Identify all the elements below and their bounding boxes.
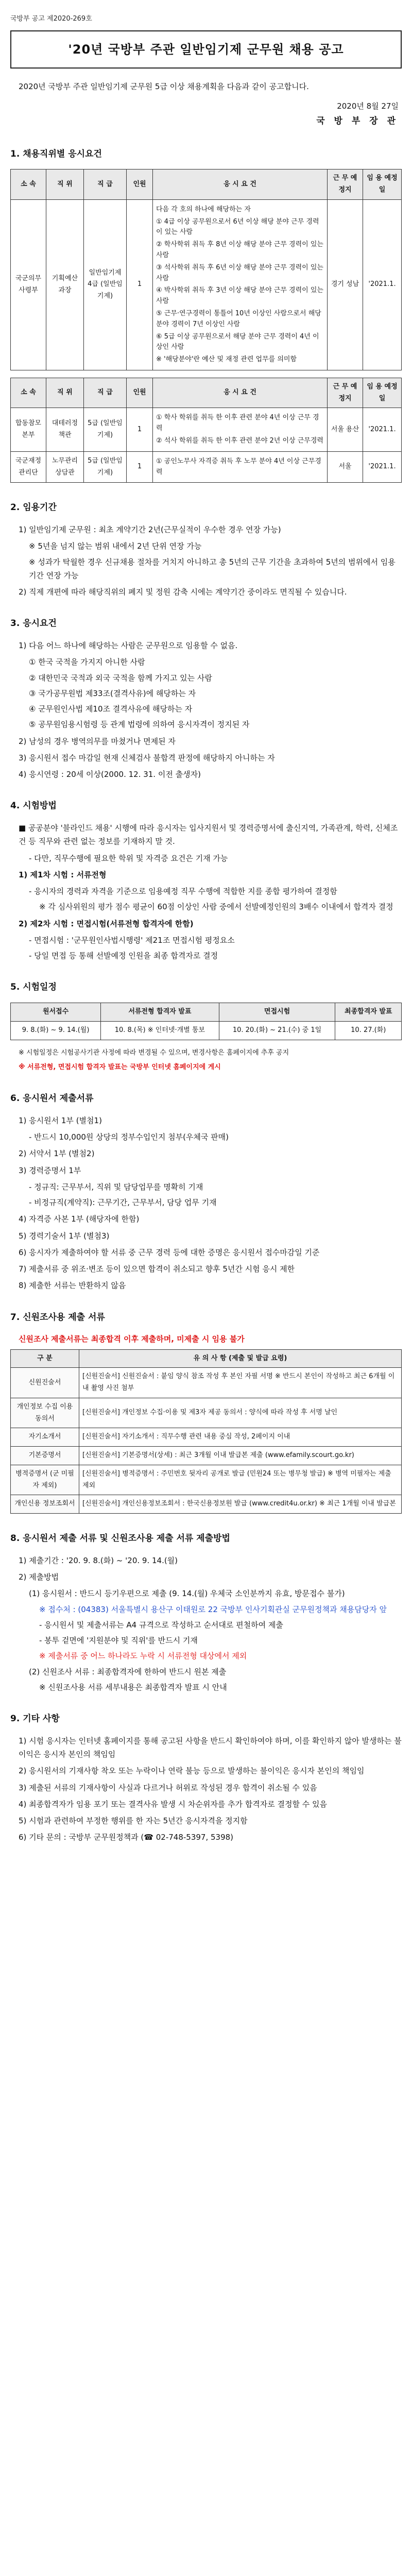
table-row bbox=[11, 1428, 402, 1447]
cell-doc-text: [신원진술서] 개인정보 수집·이용 및 제3자 제공 동의서 : 양식에 따라 작성 후 서명 날인 bbox=[79, 1398, 402, 1428]
cell-grade: 일반임기제 4급 (일반임기제) bbox=[84, 199, 127, 370]
announcement-title: '20년 국방부 주관 일반임기제 군무원 채용 공고 bbox=[10, 30, 402, 69]
table-row bbox=[11, 199, 402, 370]
cell-requirements bbox=[153, 199, 328, 370]
th-count: 인원 bbox=[127, 170, 153, 200]
body-line: 1) 일반임기제 군무원 : 최초 계약기간 2년(근무실적이 우수한 경우 연장 가능) bbox=[19, 525, 281, 535]
table-header-row bbox=[11, 170, 402, 200]
section-5-title: 5. 시험일정 bbox=[10, 982, 57, 993]
table-row bbox=[11, 1495, 402, 1514]
cell-interview-date: 10. 20.(화) ~ 21.(수) 중 1일 bbox=[219, 1021, 335, 1040]
cell-doc-label: 개인정보 수집 이용 동의서 bbox=[11, 1398, 79, 1428]
body-line: 2) 응시원서의 기재사항 착오 또는 누락이나 연락 불능 등으로 발생하는 불이익은 응시자 본인의 책임임 bbox=[19, 1766, 365, 1776]
body-line: 4) 자격증 사본 1부 (해당자에 한함) bbox=[19, 1214, 140, 1224]
body-line: - 응시자의 경력과 자격을 기준으로 임용예정 직무 수행에 적합한 지를 종합 평가하여 결정함 bbox=[29, 887, 337, 896]
body-line: ■ 공공분야 '블라인드 채용' 시행에 따라 응시자는 입사지원서 및 경력증명서에 출신지역, 가족관계, 학력, 신체조건 등 직무와 관련 없는 정보를 기재하지 말 것. bbox=[19, 823, 398, 846]
cell-doc-text: [신원진술서] 기본증명서(상세) : 최근 3개월 이내 발급본 제출 (www.efamily.scourt.go.kr) bbox=[79, 1447, 402, 1465]
cell-doc-label: 기본증명서 bbox=[11, 1447, 79, 1465]
body-line: 2) 직제 개편에 따라 해당직위의 폐지 및 정원 감축 시에는 계약기간 중이라도 면직될 수 있습니다. bbox=[19, 587, 347, 597]
cell-doc-label: 신원진술서 bbox=[11, 1368, 79, 1398]
cell-org: 국군의무사령부 bbox=[11, 199, 46, 370]
table-row bbox=[11, 1398, 402, 1428]
cell-final-result-date: 10. 27.(화) bbox=[335, 1021, 402, 1040]
cell-application-date: 9. 8.(화) ~ 9. 14.(월) bbox=[11, 1021, 101, 1040]
position-requirements-table-1 bbox=[10, 169, 402, 370]
body-line: 1) 제출기간 : '20. 9. 8.(화) ~ '20. 9. 14.(월) bbox=[19, 1555, 178, 1565]
body-line: 3) 응시원서 접수 마감일 현재 신체검사 불합격 판정에 해당하지 아니하는 자 bbox=[19, 753, 275, 762]
cell-position: 기획예산과장 bbox=[46, 199, 84, 370]
body-line: ※ 성과가 탁월한 경우 신규채용 절차를 거치지 아니하고 총 5년의 근무 기간을 초과하여 5년의 범위에서 임용기간 연장 가능 bbox=[29, 557, 396, 580]
cell-start: '2021.1. bbox=[363, 199, 402, 370]
table-row bbox=[11, 1021, 402, 1040]
th-requirements: 응 시 요 건 bbox=[153, 170, 328, 200]
req-line: ⑤ 근무·연구경력이 통틀어 10년 이상인 사람으로서 해당 분야 경력이 7년 이상인 사람 bbox=[156, 309, 321, 328]
body-line: 1) 시험 응시자는 인터넷 홈페이지를 통해 공고된 사항을 반드시 확인하여야 하며, 이를 확인하지 않아 발생하는 불이익은 응시자 본인의 책임임 bbox=[19, 1736, 402, 1759]
body-line: 5) 시험과 관련하여 부정한 행위를 한 자는 5년간 응시자격을 정지함 bbox=[19, 1816, 248, 1826]
intro-text: 2020년 국방부 주관 일반임기제 군무원 5급 이상 채용계획을 다음과 같이 공고합니다. bbox=[19, 81, 309, 91]
body-line: 3) 제출된 서류의 기재사항이 사실과 다르거나 허위로 작성된 경우 합격이 취소될 수 있음 bbox=[19, 1783, 317, 1792]
th-location: 근 무 예정지 bbox=[328, 170, 363, 200]
req-line: ② 석사 학위를 취득 한 이후 관련 분야 2년 이상 근무경력 bbox=[156, 437, 323, 445]
body-line: - 당일 면접 등 통해 선발예정 인원을 최종 합격자로 결정 bbox=[29, 951, 218, 961]
body-line: 2) 제2차 시험 : 면접시험(서류전형 합격자에 한함) bbox=[19, 919, 194, 928]
issuer-signature: 국 방 부 장 관 bbox=[316, 115, 399, 126]
th-position: 직 위 bbox=[46, 378, 84, 408]
body-line: (1) 응시원서 : 반드시 등기우편으로 제출 (9. 14.(월) 우체국 소인분까지 유효, 방문접수 불가) bbox=[29, 1589, 345, 1599]
req-line: 다음 각 호의 하나에 해당하는 자 bbox=[156, 205, 251, 213]
cell-requirements bbox=[153, 408, 328, 451]
cell-org: 합동참모본부 bbox=[11, 408, 46, 451]
req-line: ⑥ 5급 이상 공무원으로서 해당 분야 근무 경력이 4년 이상인 사람 bbox=[156, 332, 319, 351]
section-6-title: 6. 응시원서 제출서류 bbox=[10, 1093, 94, 1104]
section-3-title: 3. 응시요건 bbox=[10, 618, 57, 629]
section-4-title: 4. 시험방법 bbox=[10, 801, 57, 811]
th-final-result: 최종합격자 발표 bbox=[335, 1003, 402, 1022]
section-9-title: 9. 기타 사항 bbox=[10, 1714, 60, 1724]
cell-location: 서울 bbox=[328, 451, 363, 483]
cell-position: 대테러정책관 bbox=[46, 408, 84, 451]
body-line: 2) 남성의 경우 병역의무를 마쳤거나 면제된 자 bbox=[19, 736, 176, 746]
req-line: ① 공인노무사 자격증 취득 후 노무 분야 4년 이상 근무경력 bbox=[156, 457, 321, 476]
th-location: 근 무 예정지 bbox=[328, 378, 363, 408]
cell-doc-text: [신원진술서] 신원진술서 : 붙임 양식 참조 작성 후 본인 자필 서명 ※ 반드시 본인이 작성하고 최근 6개월 이내 촬영 사진 첨부 bbox=[79, 1368, 402, 1398]
cell-grade: 5급 (일반임기제) bbox=[84, 451, 127, 483]
body-line: ② 대한민국 국적과 외국 국적을 함께 가지고 있는 사람 bbox=[29, 673, 212, 683]
table-row bbox=[11, 1465, 402, 1495]
body-line: ※ 접수처 : (04383) 서울특별시 용산구 이태원로 22 국방부 인사기획관실 군무원정책과 채용담당자 앞 bbox=[39, 1604, 387, 1614]
background-check-docs-table bbox=[10, 1349, 402, 1514]
document-number: 국방부 공고 제2020-269호 bbox=[10, 15, 92, 23]
table-row bbox=[11, 451, 402, 483]
th-org: 소 속 bbox=[11, 378, 46, 408]
body-line: - 면접시험 : '군무원인사법시행령' 제21조 면접시험 평정요소 bbox=[29, 935, 235, 945]
schedule-note: ※ 시험일정은 시험공사기관 사정에 따라 변경될 수 있으며, 변경사항은 홈페이지에 추후 공지 bbox=[19, 1048, 289, 1057]
th-category: 구 분 bbox=[11, 1349, 79, 1368]
th-requirements: 응 시 요 건 bbox=[153, 378, 328, 408]
th-count: 인원 bbox=[127, 378, 153, 408]
body-line: ④ 군무원인사법 제10조 결격사유에 해당하는 자 bbox=[29, 704, 193, 714]
cell-count: 1 bbox=[127, 408, 153, 451]
section-7-title: 7. 신원조사용 제출 서류 bbox=[10, 1312, 105, 1323]
th-grade: 직 급 bbox=[84, 170, 127, 200]
body-line: 4) 응시연령 : 20세 이상(2000. 12. 31. 이전 출생자) bbox=[19, 770, 201, 779]
th-start: 임 용 예정일 bbox=[363, 170, 402, 200]
cell-doc-label: 병적증명서 (군 미필자 제외) bbox=[11, 1465, 79, 1495]
body-line: 4) 최종합격자가 임용 포기 또는 결격사유 발생 시 차순위자를 추가 합격자로 결정할 수 있음 bbox=[19, 1799, 328, 1809]
th-org: 소 속 bbox=[11, 170, 46, 200]
body-line: 7) 제출서류 중 위조·변조 등이 있으면 합격이 취소되고 향후 5년간 시험 응시 제한 bbox=[19, 1264, 295, 1274]
cell-requirements bbox=[153, 451, 328, 483]
page-bottom-spacer bbox=[10, 1848, 402, 1878]
schedule-table bbox=[10, 1003, 402, 1040]
cell-doc-result-date: 10. 8.(목) ※ 인터넷·개별 통보 bbox=[101, 1021, 219, 1040]
th-start: 임 용 예정일 bbox=[363, 378, 402, 408]
table-row bbox=[11, 1368, 402, 1398]
cell-location: 서울 용산 bbox=[328, 408, 363, 451]
cell-count: 1 bbox=[127, 199, 153, 370]
cell-doc-label: 자기소개서 bbox=[11, 1428, 79, 1447]
body-line: ※ 각 심사위원의 평가 점수 평균이 60점 이상인 사람 중에서 선발예정인원의 3배수 이내에서 합격자 결정 bbox=[39, 902, 393, 912]
announcement-page bbox=[10, 0, 402, 1878]
th-position: 직 위 bbox=[46, 170, 84, 200]
req-line: ④ 박사학위 취득 후 3년 이상 해당 분야 근무 경력이 있는 사람 bbox=[156, 286, 323, 306]
body-line: ※ 5년을 넘지 않는 범위 내에서 2년 단위 연장 가능 bbox=[29, 541, 202, 551]
table-header-row bbox=[11, 378, 402, 408]
cell-start: '2021.1. bbox=[363, 451, 402, 483]
cell-position: 노무관리 상담관 bbox=[46, 451, 84, 483]
body-line: 3) 경력증명서 1부 bbox=[19, 1165, 81, 1175]
position-requirements-table-2 bbox=[10, 378, 402, 483]
cell-doc-text: [신원진술서] 개인신용정보조회서 : 한국신용정보원 발급 (www.credit4u.or.kr) ※ 최근 1개월 이내 발급본 bbox=[79, 1495, 402, 1514]
body-line: ③ 국가공무원법 제33조(결격사유)에 해당하는 자 bbox=[29, 688, 196, 698]
body-line: - 다만, 직무수행에 필요한 학위 및 자격증 요건은 기재 가능 bbox=[29, 853, 228, 863]
req-line: ③ 석사학위 취득 후 6년 이상 해당 분야 근무 경력이 있는 사람 bbox=[156, 263, 323, 282]
body-line: 1) 응시원서 1부 (별첨1) bbox=[19, 1115, 102, 1125]
body-line: ⑤ 공무원임용시험령 등 관계 법령에 의하여 응시자격이 정지된 자 bbox=[29, 720, 250, 730]
body-line: 6) 기타 문의 : 국방부 군무원정책과 (☎ 02-748-5397, 5398) bbox=[19, 1833, 234, 1842]
req-line: ② 학사학위 취득 후 8년 이상 해당 분야 근무 경력이 있는 사람 bbox=[156, 241, 323, 259]
body-line: - 봉투 겉면에 '지원분야 및 직위'를 반드시 기재 bbox=[39, 1636, 198, 1646]
cell-doc-label: 개인신용 정보조회서 bbox=[11, 1495, 79, 1514]
body-line: 1) 다음 어느 하나에 해당하는 사람은 군무원으로 임용할 수 없음. bbox=[19, 641, 238, 651]
th-application: 원서접수 bbox=[11, 1003, 101, 1022]
th-notes: 유 의 사 항 (제출 및 발급 요령) bbox=[79, 1349, 402, 1368]
body-line: - 비정규직(계약직): 근무기간, 근무부서, 담당 업무 기재 bbox=[29, 1198, 217, 1208]
section-7-notice: 신원조사 제출서류는 최종합격 이후 제출하며, 미제출 시 임용 불가 bbox=[19, 1334, 245, 1344]
announcement-date: 2020년 8월 27일 bbox=[337, 101, 399, 111]
body-line: - 반드시 10,000원 상당의 정부수입인지 첨부(우체국 판매) bbox=[29, 1132, 229, 1142]
body-line: 2) 제출방법 bbox=[19, 1572, 59, 1582]
body-line: - 정규직: 근무부서, 직위 및 담당업무를 명확히 기재 bbox=[29, 1182, 203, 1192]
body-line: 6) 응시자가 제출하여야 할 서류 중 근무 경력 등에 대한 증명은 응시원서 접수마감일 기준 bbox=[19, 1247, 320, 1257]
section-2-title: 2. 임용기간 bbox=[10, 502, 57, 513]
th-interview: 면접시험 bbox=[219, 1003, 335, 1022]
table-header-row bbox=[11, 1003, 402, 1022]
req-note: ※ '해당분야'란 예산 및 재정 관련 업무를 의미함 bbox=[156, 355, 297, 364]
table-row bbox=[11, 408, 402, 451]
th-grade: 직 급 bbox=[84, 378, 127, 408]
cell-org: 국군재정관리단 bbox=[11, 451, 46, 483]
req-line: ① 학사 학위를 취득 한 이후 관련 분야 4년 이상 근무 경력 bbox=[156, 414, 319, 433]
body-line: ※ 제출서류 중 어느 하나라도 누락 시 서류전형 대상에서 제외 bbox=[39, 1651, 247, 1661]
body-line: - 응시원서 및 제출서류는 A4 규격으로 작성하고 순서대로 편철하여 제출 bbox=[39, 1620, 283, 1630]
body-line: ※ 신원조사용 서류 세부내용은 최종합격자 발표 시 안내 bbox=[39, 1682, 227, 1692]
body-line: 1) 제1차 시험 : 서류전형 bbox=[19, 870, 107, 879]
req-line: ① 4급 이상 공무원으로서 6년 이상 해당 분야 근무 경력이 있는 사람 bbox=[156, 217, 319, 236]
section-1-title: 1. 채용직위별 응시요건 bbox=[10, 148, 102, 159]
body-line: ① 한국 국적을 가지지 아니한 사람 bbox=[29, 657, 145, 667]
cell-doc-text: [신원진술서] 자기소개서 : 직무수행 관련 내용 중심 작성, 2페이지 이내 bbox=[79, 1428, 402, 1447]
th-doc-result: 서류전형 합격자 발표 bbox=[101, 1003, 219, 1022]
cell-location: 경기 성남 bbox=[328, 199, 363, 370]
cell-start: '2021.1. bbox=[363, 408, 402, 451]
table-header-row bbox=[11, 1349, 402, 1368]
cell-count: 1 bbox=[127, 451, 153, 483]
cell-grade: 5급 (일반임기제) bbox=[84, 408, 127, 451]
section-8-title: 8. 응시원서 제출 서류 및 신원조사용 제출 서류 제출방법 bbox=[10, 1533, 230, 1544]
schedule-note: ※ 서류전형, 면접시험 합격자 발표는 국방부 인터넷 홈페이지에 게시 bbox=[19, 1063, 221, 1072]
body-line: 8) 제출한 서류는 반환하지 않음 bbox=[19, 1281, 126, 1291]
body-line: 2) 서약서 1부 (별첨2) bbox=[19, 1149, 95, 1159]
table-row bbox=[11, 1447, 402, 1465]
body-line: 5) 경력기술서 1부 (별첨3) bbox=[19, 1231, 110, 1241]
cell-doc-text: [신원진술서] 병적증명서 : 주민번호 뒷자리 공개로 발급 (민원24 또는 병무청 발급) ※ 병역 미필자는 제출 제외 bbox=[79, 1465, 402, 1495]
body-line: (2) 신원조사 서류 : 최종합격자에 한하여 반드시 원본 제출 bbox=[29, 1667, 227, 1676]
